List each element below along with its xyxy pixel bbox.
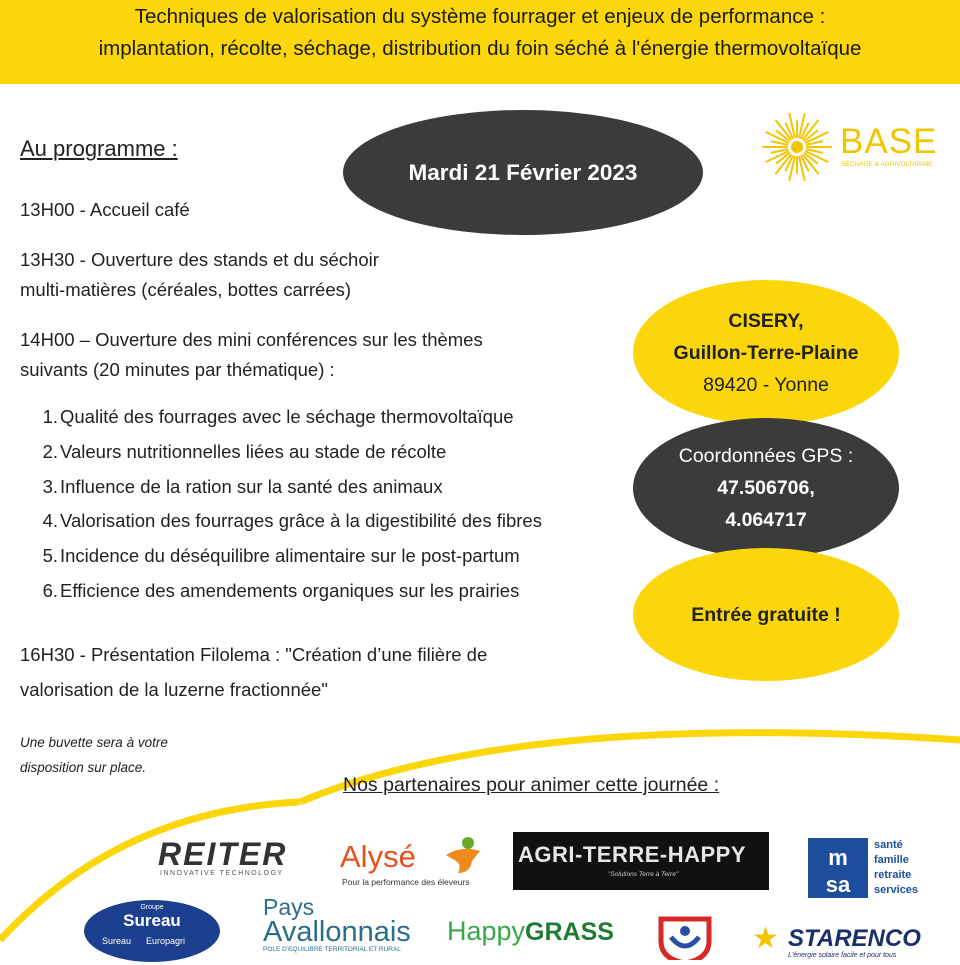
gps-lon: 4.064717: [725, 509, 807, 531]
entry-text: Entrée gratuite !: [691, 603, 841, 626]
theme-item: [36, 435, 542, 470]
happygrass-happy: Happy: [447, 916, 526, 946]
program-item-line: multi-matières (céréales, bottes carrées): [20, 279, 352, 300]
program-item-line: valorisation de la luzerne fractionnée": [20, 679, 328, 700]
theme-number: 3.: [42, 475, 58, 497]
msa-logo: [808, 838, 938, 898]
base-logo-subtitle: SÉCHAGE & AGRIVOLTAÏSME: [841, 161, 933, 168]
base-logo-text: BASE: [840, 122, 938, 161]
svg-text:sa: sa: [825, 872, 851, 897]
theme-item: [36, 504, 542, 539]
alyse-logo: [340, 835, 490, 890]
pays-avallonnais-logo: [263, 896, 413, 960]
gps-badge: [633, 418, 899, 558]
pays-line2: Avallonnais: [263, 916, 411, 948]
program-item-filolema: [20, 637, 487, 707]
star-icon: ★: [752, 922, 779, 955]
theme-number: 6.: [42, 579, 58, 601]
theme-text: Valeurs nutritionnelles liées au stade de récolte: [60, 440, 447, 462]
msa-line: santé: [874, 839, 903, 851]
happygrass-logo: [447, 916, 617, 952]
program-item-accueil: [20, 195, 190, 225]
program-item-line: 13H30 - Ouverture des stands et du séchoir: [20, 249, 379, 270]
shield-logo-icon: [657, 915, 713, 960]
alyse-name: Alysé: [340, 839, 416, 874]
reiter-tagline: INNOVATIVE TECHNOLOGY: [160, 870, 284, 877]
date-badge: [343, 110, 703, 235]
agri-name: AGRI-TERRE-HAPPY: [518, 842, 747, 867]
sureau-groupe: Groupe: [140, 904, 164, 911]
location-badge: [633, 280, 899, 425]
gps-label: Coordonnées GPS :: [678, 445, 854, 467]
agri-terre-happy-logo: [513, 832, 769, 890]
theme-text: Incidence du déséquilibre alimentaire sur le post-partum: [60, 545, 520, 567]
themes-list: [36, 400, 542, 609]
theme-text: Efficience des amendements organiques sur les prairies: [60, 579, 520, 601]
reiter-name: REITER: [158, 836, 288, 872]
agri-tagline: "Solutions Terre à Terre": [608, 871, 679, 878]
program-item-ouverture-stands: [20, 245, 379, 305]
sureau-sub2: Europagri: [146, 936, 186, 946]
theme-number: 1.: [42, 406, 58, 427]
base-logo: [760, 110, 940, 190]
theme-item: [36, 470, 542, 505]
sureau-logo: [84, 900, 220, 962]
happygrass-grass: GRASS: [525, 918, 614, 946]
buvette-line: Une buvette sera à votre: [20, 735, 168, 750]
alyse-tagline: Pour la performance des éleveurs: [342, 877, 470, 887]
theme-item: [36, 400, 542, 435]
sun-icon: [760, 110, 840, 190]
pays-tagline: POLE D'EQUILIBRE TERRITORIAL ET RURAL: [263, 946, 401, 953]
msa-line: retraite: [874, 869, 912, 881]
sureau-name: Sureau: [123, 911, 181, 930]
program-item-line: 16H30 - Présentation Filolema : "Création d’une filière de: [20, 644, 488, 665]
msa-line: services: [874, 884, 919, 896]
entry-badge: [633, 548, 899, 681]
header-band: [0, 0, 960, 84]
starenco-logo: [752, 922, 942, 960]
theme-number: 4.: [42, 510, 58, 532]
location-line2: Guillon-Terre-Plaine: [673, 341, 859, 364]
program-title: Au programme :: [20, 136, 178, 161]
location-line1: CISERY,: [728, 309, 804, 332]
reiter-logo: [158, 838, 303, 883]
theme-item: [36, 539, 542, 574]
msa-line: famille: [874, 854, 909, 866]
buvette-line: disposition sur place.: [20, 760, 147, 775]
starenco-name: STARENCO: [788, 925, 921, 952]
header-title-line2: implantation, récolte, séchage, distribution du foin séché à l'énergie thermovoltaïque: [98, 37, 862, 60]
gps-lat: 47.506706,: [717, 477, 815, 499]
program-item-line: suivants (20 minutes par thématique) :: [20, 359, 335, 380]
msa-block-icon: [808, 838, 868, 898]
partners-title: Nos partenaires pour animer cette journée :: [343, 774, 720, 796]
theme-number: 5.: [42, 545, 58, 567]
theme-text: Valorisation des fourrages grâce à la digestibilité des fibres: [60, 510, 542, 532]
sureau-sub1: Sureau: [102, 936, 132, 946]
program-item-conferences: [20, 325, 483, 385]
location-line3: 89420 - Yonne: [703, 373, 829, 396]
pays-line1: Pays: [263, 894, 315, 920]
header-title-line1: Techniques de valorisation du système fourrager et enjeux de performance :: [134, 5, 826, 28]
theme-text: Qualité des fourrages avec le séchage thermovoltaïque: [60, 406, 514, 427]
theme-text: Influence de la ration sur la santé des animaux: [60, 475, 443, 497]
starenco-tagline: L'énergie solaire facile et pour tous: [788, 952, 897, 959]
date-text: Mardi 21 Février 2023: [408, 159, 638, 185]
alyse-figure-icon: [442, 835, 484, 877]
program-item-line: 14H00 – Ouverture des mini conférences sur les thèmes: [20, 329, 483, 350]
program-item-text: 13H00 - Accueil café: [20, 199, 190, 220]
theme-number: 2.: [42, 440, 58, 462]
svg-text:m: m: [828, 845, 848, 870]
theme-item: [36, 574, 542, 609]
